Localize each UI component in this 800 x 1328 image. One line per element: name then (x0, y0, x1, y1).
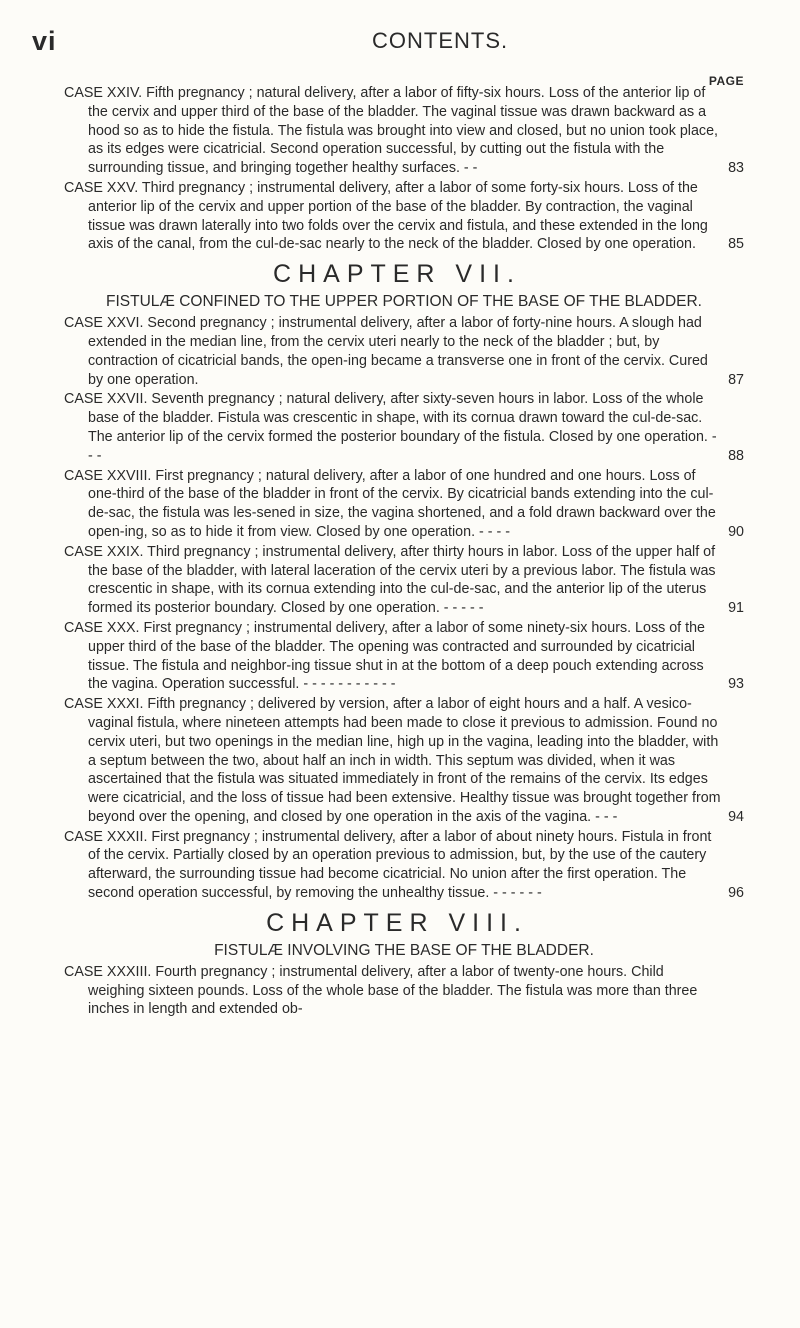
case-entry (64, 179, 744, 254)
case-entry (64, 390, 744, 465)
case-entry (64, 619, 744, 694)
case-entry-text: CASE XXIX. Third pregnancy ; instrumental delivery, after thirty hours in labor. Loss of the upper half of the base of the bladder, with lateral laceration of the cervix uteri by a previous labor. The fistula was crescentic in shape, with its cornua extending into the cul-de-sac, and the anterior lip of the uterus formed its posterior boundary. Closed by one operation. - - - - - (64, 543, 716, 617)
case-entry-text: CASE XXVII. Seventh pregnancy ; natural delivery, after sixty-seven hours in labor. Loss of the whole base of the bladder. Fistula was crescentic in shape, with its cornua drawn toward the cul-de-sac. The anterior lip of the cervix formed the posterior boundary of the fistula. Closed by one operation. - - - (64, 391, 717, 464)
case-entry (64, 314, 744, 389)
case-entry (64, 963, 744, 1019)
chapter-heading: CHAPTER VII. (273, 260, 521, 289)
page-column-label: PAGE (708, 74, 744, 88)
case-entry-text: CASE XXV. Third pregnancy ; instrumental delivery, after a labor of some forty-six hours. Loss of the anterior lip of the cervix and upper portion of the base of the bladder. By contraction, the vaginal tissue was drawn laterally into two folds over the cervix and fistula, and these extended in the long axis of the canal, from the cul-de-sac nearly to the neck of the bladder. Closed by one operation. (64, 179, 708, 253)
running-title: CONTENTS. (372, 28, 509, 53)
case-entry-text: CASE XXIV. Fifth pregnancy ; natural delivery, after a labor of fifty-six hours. Loss of the anterior lip of the cervix and upper third of the base of the bladder. The vaginal tissue was drawn backward as a hood so as to hide the fistula. The fistula was brought into view and closed, but no union took place, as its edges were cicatricial. Second operation successful, by cutting out the fistula with the surrounding tissue, and bringing together healthy surfaces. - - (64, 85, 718, 177)
case-entry-text: CASE XXXIII. Fourth pregnancy ; instrumental delivery, after a labor of twenty-one hours. Child weighing sixteen pounds. Loss of the whole base of the bladder. The fistula was more than three inches in length and extended ob- (64, 963, 698, 1018)
case-entry (64, 543, 744, 618)
case-entry-page-number: 93 (728, 676, 744, 693)
case-entry-page-number: 94 (728, 808, 744, 825)
chapter-heading: CHAPTER VIII. (266, 908, 528, 937)
case-entry (64, 467, 744, 542)
case-entry-text: CASE XXVIII. First pregnancy ; natural delivery, after a labor of one hundred and one hours. Loss of one-third of the base of the bladder in front of the cervix. By cicatricial bands extending into the cul-de-sac, the fistula was les-sened in size, the vagina shortened, and a fold drawn backward over the open-ing, so as to hide it from view. Closed by one operation. - - - - (64, 467, 716, 540)
chapter-subject: FISTULÆ CONFINED TO THE UPPER PORTION OF THE BASE OF THE BLADDER. (106, 293, 702, 311)
page-folio: vi (32, 26, 57, 56)
case-entry-text: CASE XXX. First pregnancy ; instrumental delivery, after a labor of some ninety-six hours. Loss of the upper third of the base of the bladder. The opening was contracted and surrounded by cicatricial tissue. The fistula and neighbor-ing tissue shut in at the bottom of a deep pouch extending across the vagina. Operation successful. - - - - - - - - - - - (64, 619, 705, 693)
chapter-subject: FISTULÆ INVOLVING THE BASE OF THE BLADDER. (214, 941, 594, 959)
case-entry-page-number: 85 (728, 236, 744, 253)
case-entry-text: CASE XXXI. Fifth pregnancy ; delivered by version, after a labor of eight hours and a half. A vesico-vaginal fistula, where nineteen attempts had been made to close it previous to admission. Found no cervix uteri, but two openings in the median line, high up in the vagina, leading into the bladder, with a septum between the two, about half an inch in width. This septum was divided, when it was ascertained that the fistula was situated immediately in front of the remains of the cervix. Its edges were cicatricial, and the loss of tissue had been extensive. Healthy tissue was brought together from beyond over the opening, and closed by one operation in the axis of the vagina. - - - (64, 696, 721, 825)
case-entry (64, 84, 744, 178)
case-entry-page-number: 96 (728, 885, 744, 902)
page-header (32, 26, 752, 66)
case-entry-page-number: 83 (728, 160, 744, 177)
case-entry-page-number: 91 (728, 600, 744, 617)
case-entry-page-number: 90 (728, 523, 744, 540)
case-entry-text: CASE XXXII. First pregnancy ; instrumental delivery, after a labor of about ninety hours. Fistula in front of the cervix. Partially closed by an operation previous to admission, but, by the use of the cautery afterward, the surrounding tissue had become cicatricial. No union after the first operation. The second operation successful, by removing the unhealthy tissue. - - - - - - (64, 828, 712, 902)
case-entry-page-number: 88 (728, 447, 744, 464)
case-entry-page-number: 87 (728, 371, 744, 388)
case-entry (64, 828, 744, 903)
case-entry-text: CASE XXVI. Second pregnancy ; instrumental delivery, after a labor of forty-nine hours. A slough had extended in the median line, from the cervix uteri nearly to the neck of the bladder ; but, by contraction of cicatricial bands, the open-ing became a transverse one in front of the cervix. Cured by one operation. (64, 315, 708, 388)
case-entry (64, 695, 744, 827)
contents-list (64, 84, 744, 1020)
